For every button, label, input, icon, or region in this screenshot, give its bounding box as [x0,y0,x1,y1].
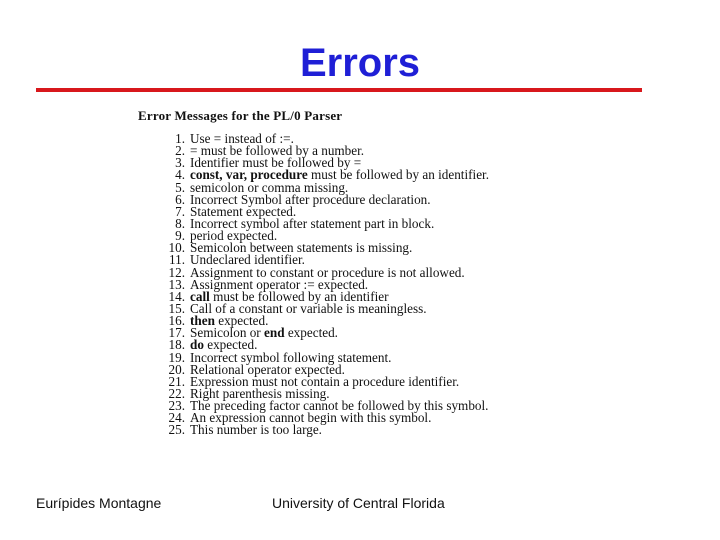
error-number: 5. [175,179,185,195]
error-number: 8. [175,215,185,231]
error-text-rest: must be followed by an identifier. [307,167,490,183]
error-text-rest: Semicolon between statements is missing. [190,240,413,256]
error-text-rest: Relational operator expected. [190,361,345,377]
error-text-rest: Incorrect Symbol after procedure declaration. [190,191,431,207]
error-number: 13. [168,276,185,292]
error-text-rest: semicolon or comma missing. [190,179,349,195]
error-keyword: end [264,325,285,341]
error-text-rest: The preceding factor cannot be followed by this symbol. [190,398,489,414]
error-text-rest: expected. [203,337,258,353]
error-text-rest: Assignment operator := expected. [190,276,369,292]
error-keyword: then [190,313,215,329]
error-text-rest: Incorrect symbol following statement. [190,349,392,365]
error-number: 17. [168,325,185,341]
error-number: 3. [175,155,185,171]
slide-title: Errors [299,41,421,85]
error-message-list [158,133,489,437]
error-keyword: const, var, procedure [190,167,308,183]
error-number: 4. [175,167,185,183]
error-number: 24. [168,410,185,426]
error-number: 9. [175,228,185,244]
error-number: 18. [168,337,185,353]
error-number: 15. [168,300,185,316]
error-text-rest: expected. [284,325,338,341]
error-number: 14. [168,288,185,304]
footer-author: Eurípides Montagne [36,495,162,511]
error-number: 7. [175,203,185,219]
error-number: 1. [175,131,185,146]
error-text-rest: Use = instead of :=. [190,131,294,146]
error-number: 10. [168,240,185,256]
error-text-rest: Incorrect symbol after statement part in block. [190,215,435,231]
error-text-rest: Call of a constant or variable is meaningless. [190,300,427,316]
error-number: 11. [169,252,185,268]
error-number: 6. [175,191,185,207]
error-keyword: do [190,337,204,353]
title-divider [36,88,642,92]
error-text-rest: expected. [214,313,269,329]
error-keyword: call [190,288,210,304]
error-text-rest: This number is too large. [190,422,322,438]
error-number: 22. [168,385,185,401]
error-text-rest: An expression cannot begin with this symbol. [190,410,432,426]
document-heading: Error Messages for the PL/0 Parser [138,108,343,123]
error-text-rest: must be followed by an identifier [209,288,389,304]
error-message-item [158,424,489,436]
footer-organization: University of Central Florida [272,495,445,511]
error-text [190,424,322,436]
error-number: 12. [168,264,185,280]
error-text-rest: Identifier must be followed by = [190,155,362,171]
error-text-rest: Undeclared identifier. [190,252,305,268]
error-number: 19. [168,349,185,365]
error-number: 25. [168,422,185,438]
error-number: 23. [168,398,185,414]
error-number: 2. [175,143,185,159]
error-text-lead: Semicolon or [190,325,264,341]
error-text-rest: Right parenthesis missing. [190,385,330,401]
error-number: 20. [168,361,185,377]
error-text-rest: Expression must not contain a procedure identifier. [190,373,460,389]
error-number: 16. [168,313,185,329]
error-text-rest: period expected. [190,228,278,244]
error-text-rest: Statement expected. [190,203,297,219]
error-text-rest: Assignment to constant or procedure is not allowed. [190,264,465,280]
error-text-rest: = must be followed by a number. [190,143,365,159]
error-number: 21. [168,373,185,389]
